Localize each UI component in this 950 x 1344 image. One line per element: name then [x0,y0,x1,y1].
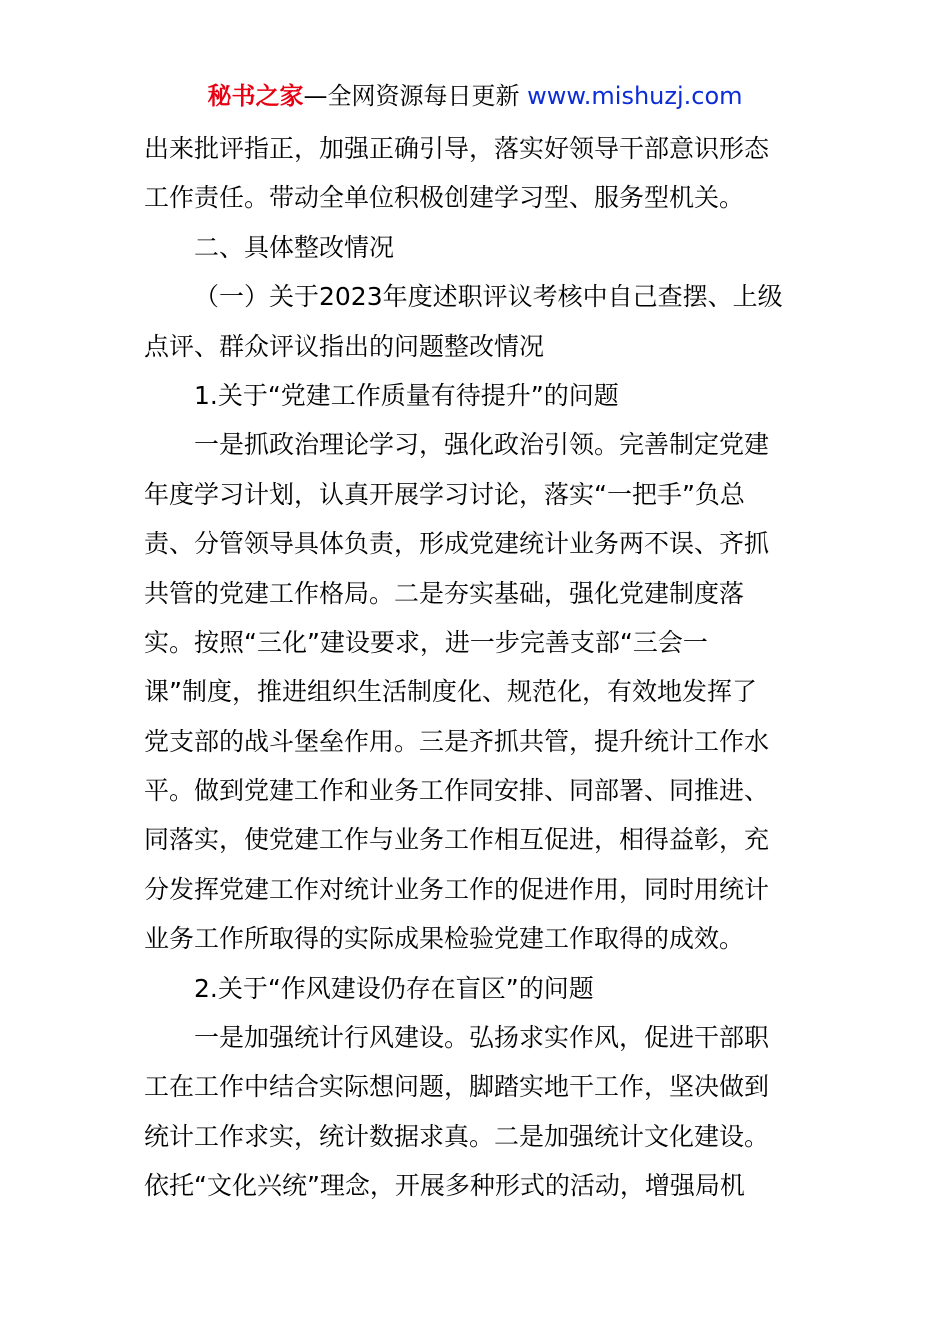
page-header [0,80,950,112]
text-line: 平。做到党建工作和业务工作同安排、同部署、同推进、 [144,776,770,806]
text-line: 共管的党建工作格局。二是夯实基础，强化党建制度落 [144,578,745,608]
header-tagline: —全网资源每日更新 [303,82,520,110]
text-line: 出来批评指正，加强正确引导，落实好领导干部意识形态 [144,134,770,163]
text-line: 1.关于“党建工作质量有待提升”的问题 [194,380,619,410]
text-line: 课”制度，推进组织生活制度化、规范化，有效地发挥了 [144,677,757,707]
text-line: 统计工作求实，统计数据求真。二是加强统计文化建设。 [144,1121,770,1151]
text-line: 责、分管领导具体负责，形成党建统计业务两不误、齐抓 [144,529,770,559]
text-line: 工在工作中结合实际想问题，脚踏实地干工作，坚决做到 [144,1072,770,1102]
text-line: 依托“文化兴统”理念，开展多种形式的活动，增强局机 [144,1171,745,1201]
text-line: 业务工作所取得的实际成果检验党建工作取得的成效。 [144,924,745,954]
document-body [144,124,808,1211]
text-line: 年度学习计划，认真开展学习讨论，落实“一把手”负总 [144,479,745,509]
text-line: 点评、群众评议指出的问题整改情况 [144,331,545,361]
text-line: 一是抓政治理论学习，强化政治引领。完善制定党建 [194,430,770,460]
text-line: （一）关于2023年度述职评议考核中自己查摆、上级 [194,282,783,312]
text-line: 2.关于“作风建设仍存在盲区”的问题 [194,973,594,1003]
text-line: 同落实，使党建工作与业务工作相互促进，相得益彰，充 [144,825,770,855]
text-line: 工作责任。带动全单位积极创建学习型、服务型机关。 [144,183,745,213]
text-line: 实。按照“三化”建设要求，进一步完善支部“三会一 [144,627,708,657]
website-link[interactable]: www.mishuzj.com [527,82,743,110]
text-line: 分发挥党建工作对统计业务工作的促进作用，同时用统计 [144,874,770,904]
text-line: 一是加强统计行风建设。弘扬求实作风，促进干部职 [194,1023,770,1053]
text-line: 党支部的战斗堡垒作用。三是齐抓共管，提升统计工作水 [144,726,770,756]
brand-name: 秘书之家 [207,82,304,110]
text-line: 二、具体整改情况 [194,232,395,262]
